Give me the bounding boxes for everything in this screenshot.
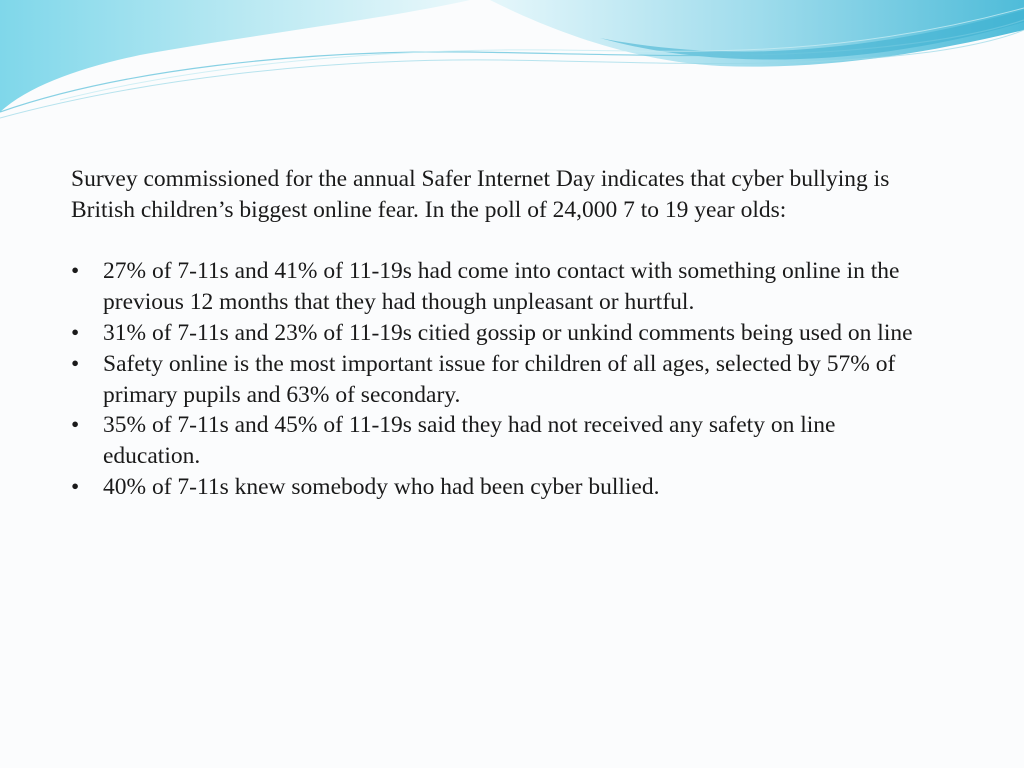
bullet-text: 40% of 7-11s knew somebody who had been cyber bullied. [103,473,660,500]
bullet-text: 35% of 7-11s and 45% of 11-19s said they had not received any safety on line education. [103,412,836,470]
bullet-text: Safety online is the most important issue for children of all ages, selected by 57% of primary pupils and 63% of secondary. [103,350,896,408]
bullet-item [71,318,921,349]
bullet-item [71,349,921,411]
bullet-marker: • [71,258,80,285]
bullet-list [71,256,921,502]
bullet-marker: • [71,412,80,439]
bullet-marker: • [71,350,80,377]
bullet-item [71,472,921,503]
header-wave-decoration [0,0,1024,130]
bullet-item [71,256,921,318]
bullet-item [71,410,921,472]
intro-paragraph: Survey commissioned for the annual Safer Internet Day indicates that cyber bullying is British children’s biggest online fear. In the poll of 24,000 7 to 19 year olds: [71,166,890,223]
body-text-block [71,164,921,503]
bullet-marker: • [71,319,80,346]
bullet-marker: • [71,473,80,500]
bullet-text: 31% of 7-11s and 23% of 11-19s citied gossip or unkind comments being used on line [103,319,913,346]
bullet-text: 27% of 7-11s and 41% of 11-19s had come into contact with something online in the previous 12 months that they had though unpleasant or hurtful. [103,258,900,316]
